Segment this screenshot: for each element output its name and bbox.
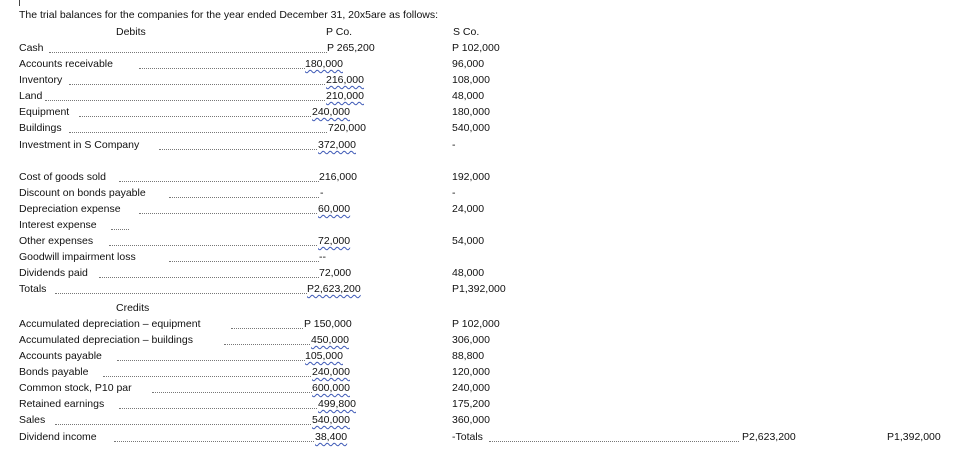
row-label: Cost of goods sold bbox=[19, 171, 106, 183]
s-value: - bbox=[452, 187, 456, 199]
dot-leader bbox=[117, 360, 307, 361]
table-row bbox=[19, 90, 959, 104]
s-value: 360,000 bbox=[452, 414, 490, 426]
row-label: Discount on bonds payable bbox=[19, 187, 146, 199]
p-value: 216,000 bbox=[326, 74, 364, 86]
dot-leader bbox=[159, 149, 329, 150]
dot-leader bbox=[119, 181, 329, 182]
table-row bbox=[19, 283, 959, 297]
dot-leader bbox=[45, 100, 339, 101]
table-row bbox=[19, 398, 959, 412]
p-value: 72,000 bbox=[318, 235, 351, 247]
table-row bbox=[19, 382, 959, 396]
dot-leader bbox=[55, 293, 315, 294]
row-label: Investment in S Company bbox=[19, 139, 140, 151]
p-value: 372,000 bbox=[318, 139, 356, 151]
dot-leader bbox=[49, 52, 339, 53]
dot-leader bbox=[69, 84, 339, 85]
s-value: 48,000 bbox=[452, 267, 485, 279]
row-label: Accounts receivable bbox=[19, 58, 113, 70]
s-value: 175,200 bbox=[452, 398, 490, 410]
p-value: 216,000 bbox=[319, 171, 357, 183]
p-value: 240,000 bbox=[312, 106, 350, 118]
row-label: Retained earnings bbox=[19, 398, 105, 410]
row-label: Dividends paid bbox=[19, 267, 88, 279]
s-value: 180,000 bbox=[452, 106, 490, 118]
row-label: Inventory bbox=[19, 74, 63, 86]
dot-leader bbox=[114, 441, 314, 442]
dot-leader bbox=[169, 261, 319, 262]
table-row bbox=[19, 251, 959, 265]
table-row bbox=[19, 350, 959, 364]
dot-leader bbox=[224, 344, 314, 345]
p-value: 720,000 bbox=[328, 122, 366, 134]
table-row bbox=[19, 139, 959, 153]
p-value: 72,000 bbox=[319, 267, 352, 279]
s-co-header: S Co. bbox=[453, 26, 480, 38]
row-label: Buildings bbox=[19, 122, 62, 134]
dot-leader bbox=[69, 132, 339, 133]
table-row bbox=[19, 203, 959, 217]
debits-header: Debits bbox=[116, 26, 146, 38]
total-s-value: P1,392,000 bbox=[887, 431, 941, 443]
table-row bbox=[19, 58, 959, 72]
p-co-header: P Co. bbox=[326, 26, 353, 38]
p-value: P 150,000 bbox=[304, 318, 352, 330]
dot-leader bbox=[139, 68, 329, 69]
row-label: Interest expense bbox=[19, 219, 97, 231]
dot-leader bbox=[489, 441, 739, 442]
s-value: -Totals bbox=[452, 431, 483, 443]
credits-header: Credits bbox=[116, 302, 150, 314]
table-row bbox=[19, 267, 959, 281]
table-row bbox=[19, 187, 959, 201]
p-value: 600,000 bbox=[312, 382, 350, 394]
row-label: Totals bbox=[19, 283, 47, 295]
p-value: - bbox=[320, 187, 324, 199]
s-value: 192,000 bbox=[452, 171, 490, 183]
row-label: Bonds payable bbox=[19, 366, 89, 378]
s-value: P 102,000 bbox=[452, 318, 500, 330]
table-row bbox=[19, 366, 959, 380]
p-value: 499,800 bbox=[318, 398, 356, 410]
table-row bbox=[19, 106, 959, 120]
dot-leader bbox=[231, 328, 311, 329]
p-value: P 265,200 bbox=[327, 42, 375, 54]
s-value: P 102,000 bbox=[452, 42, 500, 54]
p-value: 105,000 bbox=[305, 350, 343, 362]
table-row bbox=[19, 334, 959, 348]
p-value: 38,400 bbox=[315, 431, 348, 443]
s-value: 108,000 bbox=[452, 74, 490, 86]
s-value: 120,000 bbox=[452, 366, 490, 378]
p-value: -- bbox=[319, 251, 326, 263]
s-value: 240,000 bbox=[452, 382, 490, 394]
s-value: - bbox=[452, 139, 456, 151]
dot-leader bbox=[79, 116, 339, 117]
table-row bbox=[19, 219, 959, 233]
page-title: The trial balances for the companies for the year ended December 31, 20x5are as follows: bbox=[19, 9, 439, 21]
row-label: Accounts payable bbox=[19, 350, 102, 362]
s-value: 306,000 bbox=[452, 334, 490, 346]
p-value: 450,000 bbox=[311, 334, 349, 346]
row-label: Depreciation expense bbox=[19, 203, 121, 215]
p-value: P2,623,200 bbox=[307, 283, 361, 295]
row-label: Cash bbox=[19, 42, 44, 54]
row-label: Land bbox=[19, 90, 43, 102]
total-p-value: P2,623,200 bbox=[742, 431, 796, 443]
table-row bbox=[19, 318, 959, 332]
dot-leader bbox=[169, 197, 319, 198]
p-value: 60,000 bbox=[318, 203, 351, 215]
table-row bbox=[19, 171, 959, 185]
dot-leader bbox=[99, 277, 329, 278]
table-row bbox=[19, 235, 959, 249]
row-label: Sales bbox=[19, 414, 46, 426]
p-value: 540,000 bbox=[312, 414, 350, 426]
s-value: 54,000 bbox=[452, 235, 485, 247]
s-value: 540,000 bbox=[452, 122, 490, 134]
table-row bbox=[19, 122, 959, 136]
p-value: 210,000 bbox=[326, 90, 364, 102]
s-value: 24,000 bbox=[452, 203, 485, 215]
row-label: Accumulated depreciation – equipment bbox=[19, 318, 201, 330]
table-row bbox=[19, 431, 959, 445]
p-value: 240,000 bbox=[312, 366, 350, 378]
table-row bbox=[19, 74, 959, 88]
dot-leader bbox=[109, 245, 329, 246]
table-row bbox=[19, 42, 959, 56]
p-value: 180,000 bbox=[305, 58, 343, 70]
row-label: Accumulated depreciation – buildings bbox=[19, 334, 193, 346]
dot-leader bbox=[119, 408, 319, 409]
dot-leader bbox=[103, 376, 313, 377]
table-row bbox=[19, 414, 959, 428]
s-value: 88,800 bbox=[452, 350, 485, 362]
dot-leader bbox=[55, 424, 315, 425]
cursor-mark bbox=[19, 0, 20, 6]
row-label: Common stock, P10 par bbox=[19, 382, 132, 394]
dot-leader bbox=[152, 392, 312, 393]
dot-leader bbox=[111, 229, 129, 230]
s-value: 96,000 bbox=[452, 58, 485, 70]
row-label: Other expenses bbox=[19, 235, 94, 247]
dot-leader bbox=[139, 213, 329, 214]
row-label: Equipment bbox=[19, 106, 70, 118]
row-label: Dividend income bbox=[19, 431, 97, 443]
s-value: 48,000 bbox=[452, 90, 485, 102]
s-value: P1,392,000 bbox=[452, 283, 506, 295]
row-label: Goodwill impairment loss bbox=[19, 251, 136, 263]
